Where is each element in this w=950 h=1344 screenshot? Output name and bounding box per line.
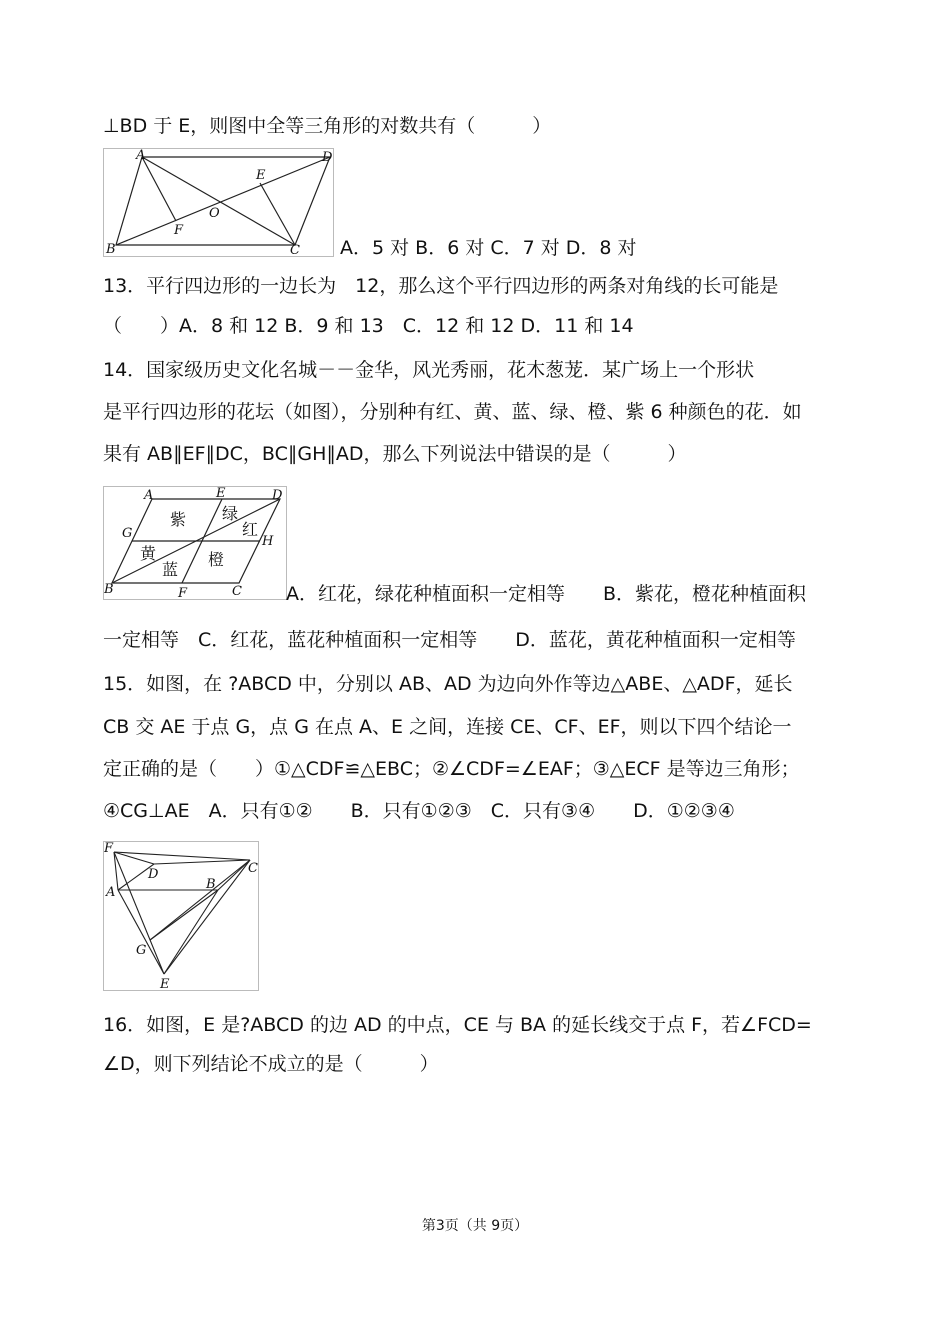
line-q16-stem-1: 16．如图，E 是?ABCD 的边 AD 的中点，CE 与 BA 的延长线交于点 F，若∠FCD= — [103, 1014, 812, 1036]
label-F: F — [178, 586, 188, 599]
page-footer: 第3页（共 9页） — [421, 1218, 529, 1234]
label-D: D — [272, 488, 283, 503]
label-E: E — [216, 487, 226, 501]
line-q12-tail: ⊥BD 于 E，则图中全等三角形的对数共有（ ） — [103, 115, 552, 137]
label-H: H — [262, 534, 274, 549]
label-A: A — [136, 149, 146, 163]
region-orange: 橙 — [208, 550, 225, 569]
line-q13-options: （ ）A．8 和 12 B．9 和 13 C．12 和 12 D．11 和 14 — [103, 315, 634, 337]
figure-q15-triangles — [103, 841, 259, 991]
line-q16-stem-2: ∠D，则下列结论不成立的是（ ） — [103, 1053, 439, 1075]
q12-options: A．5 对 B．6 对 C．7 对 D．8 对 — [340, 237, 637, 259]
label-E: E — [160, 977, 170, 990]
label-F: F — [174, 223, 184, 238]
label-B: B — [104, 582, 114, 597]
label-C: C — [232, 584, 242, 599]
label-G: G — [122, 526, 133, 541]
label-D: D — [148, 867, 159, 882]
line-q15-stem-3: 定正确的是（ ）①△CDF≌△EBC；②∠CDF=∠EAF；③△ECF 是等边三角形； — [103, 758, 800, 780]
line-q15-stem-1: 15．如图，在 ?ABCD 中，分别以 AB、AD 为边向外作等边△ABE、△ADF，延长 — [103, 673, 793, 695]
label-C: C — [248, 861, 258, 876]
label-A: A — [144, 488, 154, 503]
region-yellow: 黄 — [140, 544, 157, 563]
region-red: 红 — [242, 520, 259, 539]
line-q15-options: ④CG⊥AE A．只有①② B．只有①②③ C．只有③④ D．①②③④ — [103, 800, 735, 822]
q14-options-1: A．红花，绿花种植面积一定相等 B．紫花，橙花种植面积 — [286, 583, 807, 605]
line-q14-options-2: 一定相等 C．红花，蓝花种植面积一定相等 D．蓝花，黄花种植面积一定相等 — [103, 629, 796, 651]
label-E: E — [256, 168, 266, 183]
figure-q14-flowerbed — [103, 486, 287, 600]
line-q13-stem: 13．平行四边形的一边长为 12，那么这个平行四边形的两条对角线的长可能是 — [103, 275, 779, 297]
region-blue: 蓝 — [162, 560, 179, 579]
label-B: B — [106, 242, 116, 256]
line-q14-stem-1: 14．国家级历史文化名城－－金华，风光秀丽，花木葱茏．某广场上一个形状 — [103, 359, 755, 381]
label-F: F — [104, 842, 114, 856]
label-D: D — [322, 150, 333, 165]
region-purple: 紫 — [170, 510, 187, 529]
label-A: A — [106, 885, 116, 900]
line-q14-stem-3: 果有 AB∥EF∥DC，BC∥GH∥AD，那么下列说法中错误的是（ ） — [103, 443, 687, 465]
label-C: C — [290, 243, 300, 256]
label-B: B — [206, 877, 216, 892]
figure-q12-parallelogram — [103, 148, 334, 257]
label-O: O — [209, 206, 220, 221]
label-G: G — [136, 943, 147, 958]
region-green: 绿 — [222, 504, 239, 523]
line-q15-stem-2: CB 交 AE 于点 G，点 G 在点 A、E 之间，连接 CE、CF、EF，则以下四个结论一 — [103, 716, 792, 738]
line-q14-stem-2: 是平行四边形的花坛（如图），分别种有红、黄、蓝、绿、橙、紫 6 种颜色的花．如 — [103, 401, 802, 423]
